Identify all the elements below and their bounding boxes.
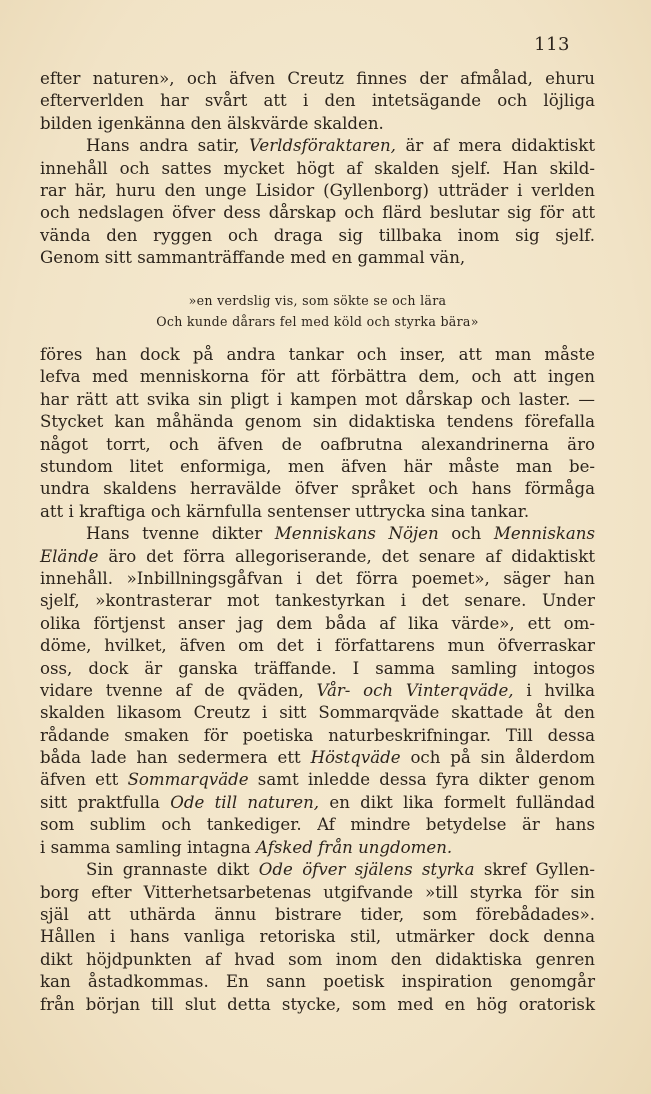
work-title: Afsked från ungdomen. bbox=[256, 837, 453, 857]
work-title: Menniskans Nöjen bbox=[274, 524, 439, 544]
work-title: Höstqväde bbox=[310, 748, 401, 768]
text-line: innehåll. »Inbillningsgåfvan i det förra poemet», säger han bbox=[40, 568, 595, 588]
text-line: Genom sitt sammanträffande med en gammal vän, bbox=[40, 248, 466, 268]
paragraph-continuation bbox=[40, 68, 595, 135]
quote-line: Och kunde dårars fel med köld och styrka bära» bbox=[156, 314, 479, 329]
text-line: något torrt, och äfven de oafbrutna alexandrinerna äro bbox=[40, 434, 595, 454]
work-title: Ode öfver själens styrka bbox=[258, 860, 475, 880]
text-line: efterverlden har svårt att i den intetsägande och löjliga bbox=[40, 91, 595, 111]
work-title: Verldsföraktaren, bbox=[248, 136, 396, 156]
text-line: innehåll och sattes mycket högt af skalden sjelf. Han skild- bbox=[40, 158, 595, 178]
text-line: rådande smaken för poetiska naturbeskrifningar. Till dessa bbox=[40, 725, 595, 745]
text-line: föres han dock på andra tankar och inser, att man måste bbox=[40, 345, 595, 364]
paragraph-ode bbox=[40, 859, 595, 1016]
text-line: Elände äro det förra allegoriserande, det senare af didaktiskt bbox=[40, 546, 595, 566]
text-line: olika förtjenst anser jag dem båda af lika värde», ett om- bbox=[40, 613, 595, 633]
work-title: Ode till naturen, bbox=[170, 792, 320, 812]
text-line: skalden likasom Creutz i sitt Sommarqväde skattade åt den bbox=[40, 703, 595, 723]
text-line: döme, hvilket, äfven om det i författarens mun öfverraskar bbox=[40, 636, 595, 656]
text-line: oss, dock är ganska träffande. I samma samling intogos bbox=[40, 658, 595, 678]
quote-line: »en verdslig vis, som sökte se och lära bbox=[188, 293, 447, 308]
text-line: Hållen i hans vanliga retoriska stil, utmärker dock denna bbox=[40, 927, 595, 947]
text-line: i samma samling intagna Afsked från ungdomen. bbox=[40, 837, 453, 857]
text-line: dikt höjdpunkten af hvad som inom den didaktiska genren bbox=[40, 949, 595, 969]
text-line: har rätt att svika sin pligt i kampen mot dårskap och laster. — bbox=[40, 389, 595, 409]
text-line: som sublim och tankediger. Af mindre betydelse är hans bbox=[40, 815, 595, 835]
text-line: äfven ett Sommarqväde samt inledde dessa fyra dikter genom bbox=[40, 770, 595, 790]
text-line: lefva med menniskorna för att förbättra dem, och att ingen bbox=[40, 367, 595, 387]
text-line: efter naturen», och äfven Creutz finnes der afmålad, ehuru bbox=[40, 69, 595, 88]
text-line: sjelf, »kontrasterar mot tankestyrkan i det senare. Under bbox=[40, 591, 595, 611]
text-line: från början till slut detta stycke, som med en hög oratorisk bbox=[40, 994, 595, 1014]
work-title: Sommarqväde bbox=[127, 770, 249, 790]
text-line: vända den ryggen och draga sig tillbaka inom sig sjelf. bbox=[40, 225, 595, 245]
text-line: att i kraftiga och kärnfulla sentenser uttrycka sina tankar. bbox=[40, 501, 530, 521]
text-line: och nedslagen öfver dess dårskap och flärd beslutar sig för att bbox=[40, 203, 595, 223]
text-line: båda lade han sedermera ett Höstqväde och på sin ålderdom bbox=[40, 748, 595, 768]
text-line: Hans tvenne dikter Menniskans Nöjen och Menniskans bbox=[86, 524, 595, 544]
work-title: Vår- och Vinterqväde, bbox=[316, 680, 514, 700]
text-line: bilden igenkänna den älskvärde skalden. bbox=[40, 113, 384, 133]
text-line: borg efter Vitterhetsarbetenas utgifvande »till styrka för sin bbox=[40, 882, 595, 902]
paragraph-menniskans bbox=[40, 523, 595, 859]
text-line: vidare tvenne af de qväden, Vår- och Vinterqväde, i hvilka bbox=[40, 680, 595, 700]
text-line: rar här, huru den unge Lisidor (Gyllenborg) utträder i verlden bbox=[40, 180, 595, 200]
text-line: själ att uthärda ännu bistrare tider, som förebådades». bbox=[40, 904, 595, 924]
paragraph-verldsforaktaren bbox=[40, 135, 595, 269]
text-line: Stycket kan måhända genom sin didaktiska tendens förefalla bbox=[40, 412, 595, 432]
verse-quote bbox=[40, 290, 595, 332]
paragraph-continuation-2 bbox=[40, 344, 595, 523]
text-line: kan åstadkommas. En sann poetisk inspiration genomgår bbox=[40, 972, 595, 992]
text-line: Hans andra satir, Verldsföraktaren, är af mera didaktiskt bbox=[86, 136, 596, 156]
work-title: Elände bbox=[40, 546, 99, 566]
work-title: Menniskans bbox=[493, 524, 595, 544]
page-number: 113 bbox=[534, 34, 570, 55]
text-line: Sin grannaste dikt Ode öfver själens styrka skref Gyllen- bbox=[86, 860, 596, 880]
text-line: stundom litet enformiga, men äfven här måste man be- bbox=[40, 456, 595, 476]
text-line: sitt praktfulla Ode till naturen, en dikt lika formelt fulländad bbox=[40, 792, 595, 812]
text-line: undra skaldens herravälde öfver språket och hans förmåga bbox=[40, 479, 595, 499]
